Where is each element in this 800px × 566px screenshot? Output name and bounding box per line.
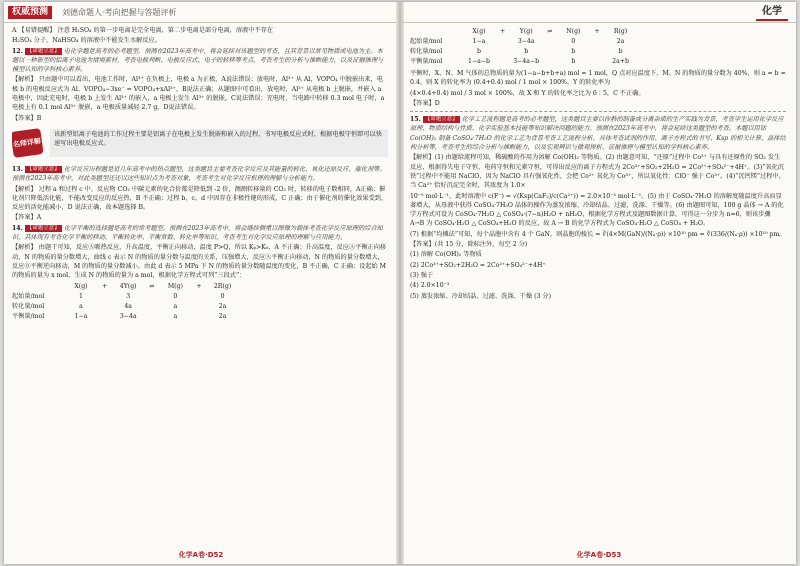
subject-label: 化学 <box>756 5 788 21</box>
equation-row: X(g) + 4Y(g) ⇌ M(g) + 2R(g) <box>74 282 232 290</box>
answer-item: (5) 蒸发浓缩、冷却结晶、过滤、洗涤、干燥 (3 分) <box>410 292 551 300</box>
page-footer: 化学A卷·D52 <box>178 551 224 559</box>
analysis-text: (7) 根据“均摊法”可知，每个晶胞中含有 4 个 GaN，则晶胞的棱长 = ∛(4×M(GaN)/(Nₐ·ρ)) ×10¹⁰ pm = ∛(336/(Nₐ·ρ)) ×10¹⁰ pm。 <box>410 230 786 238</box>
right-page <box>402 2 796 564</box>
section-tag: 【命题立意】 <box>26 47 60 54</box>
page-footer: 化学A卷·D53 <box>576 551 622 559</box>
question-intro: 化学反应历程题是近几年高考中的热点题型，这类题目主要考查化学反应及其能量的转化、氧化还原反应、催化剂等。预测在2023年高考中，对此类题型还还以这些知识点为考查对象，考查考生对化学反应机理的理解与分析能力。 <box>12 165 386 183</box>
left-page <box>4 2 398 564</box>
teacher-note <box>12 129 388 159</box>
table-row: 转化量/mol b b b b <box>410 48 623 56</box>
text-line: H₂SO₄ 分子，NaHSO₄ 的溶液中不能发生水解反应。 <box>12 37 161 45</box>
right-header <box>402 2 796 23</box>
question-number: 12. <box>12 47 23 55</box>
table-row: 平衡量/mol 1−a−b 3−4a−b b 2a+b <box>410 58 629 66</box>
question-number: 14. <box>12 224 23 232</box>
left-header <box>4 2 398 23</box>
table-row: 起始量/mol 1 3 0 0 <box>12 292 225 300</box>
answer-text: 【答案】A <box>12 214 42 222</box>
three-stage-table <box>410 27 642 67</box>
analysis-text: 【解析】 由题干可知，反应Ⓐ吸热反应，升高温度，平衡正向移动，温度 P>Q，所以 Kₚ>K₀，A 不正确；升高温度，反应Ⓐ平衡正向移动，N 的物质的量分数增大，曲线 c 表示 N 的物质的量分数与温度的关系，压强增大，反应Ⓐ平衡正向移动，N 的物质的量分数增大，反应Ⓑ平衡逆向移动，M 的物质的量分数减小，由此 d 表示 5 MPa 下 N 的物质的量分数随温度的变化，B 不正确，C 正确；设起始 M 的物质的量为 x mol，生成 N 的物质的量为 a mol，根据化学方程式可列“三段式”： <box>12 244 387 280</box>
question-intro: 电化学题是高考的必考题型。预测在2023年高考中，将会延续对该题型的考查，且其背景以常见物质或电池为主。本题以一种新型的铝离子电池为情境素材，考查电极判断、电极反应式、电子的转移等考点，考查考生的分析与推断能力，以及证据推理与模型认知的学科核心素养。 <box>12 47 384 74</box>
divider <box>410 111 786 112</box>
section-tag: 【命题立意】 <box>424 116 458 123</box>
table-row: 起始量/mol 1−a 3−4a 0 2a <box>410 38 625 46</box>
table-row: 平衡量/mol 1−a 3−4a a 2a <box>12 312 227 320</box>
answer-title: 【答案】(共 15 分，除标注外，每空 2 分) <box>410 241 528 249</box>
question-intro: 化学平衡的选择题是高考的常考题型。预测在2023年高考中，将会继续侧重以图像为载体考查化学反应原理的综合知识，其体现有考查化学平衡的移动、平衡转化率、平衡常数、转化率等知识，考查考生对化学反应原理的理解与应用能力。 <box>12 224 383 242</box>
answer-item: (4) 2.0×10⁻³ <box>410 282 450 290</box>
question-number: 15. <box>410 116 421 124</box>
section-tag: 【命题立意】 <box>26 224 60 231</box>
answer-text: 【答案】D <box>410 99 440 107</box>
text-line: A 【易错提醒】 注意 H₂SO₄ 的第一步电离是完全电离，第二步电离是部分电离，溶液中不存在 <box>12 27 273 34</box>
three-stage-table <box>12 282 244 322</box>
analysis-text: 【解析】 过程 a 和过程 c 中，反应物 CO₂ 中碳元素的化合价都是降低到 -2 价，测测转移量的 CO₂ 时，转移的电子数相同，A正确；催化剂只降低活化能，不能改变反应的反应热，B 不正确；过程 b、c、d 中因存在非极性键的形成，C 正确；由于催化剂的催化效果受到，反应的活化能减小，D 说法正确，故本题选择 B。 <box>12 185 388 212</box>
analysis-text: 【解析】 只由题中可以看出，电池工作时，Al³⁺ 在负极上，电极 a 为正极，A说法错误；放电时，Al³⁺ 从 Al、VOPO₄ 中脱嵌出来，电极 b 的电极反应式为 Al、VOPO₄−3xe⁻ = VOPO₄+xAl³⁺，B说法正确；从题图中可看出，放电时，Al³⁺ 从电极 b 上脱嵌，并嵌入 a 电极中，因此充电时，电极 b 上发生 Al³⁺ 的嵌入，a 电极上发生 Al³⁺ 的脱嵌，C说法错误；充电时，当电路中转移 0.3 mol 电子时，a 电极上有 0.1 mol Al³⁺ 脱嵌，a 电极质量减轻 2.7 g，D说法错误。 <box>12 76 385 112</box>
answer-text: 【答案】B <box>12 114 42 122</box>
left-body <box>12 26 388 544</box>
text-line: 平衡时，X、N、M 气体的总物质的量为(1−a−b+b+a) mol = 1 mol，Q 点对应温度下，M、N 的物质的量分数为 40%，则 a = b = 0.4，则 X 的转化率为 (0.4+0.4) mol / 1 mol × 100%，Y 的转化率为 <box>410 70 786 87</box>
brand-logo: 权威预测 <box>8 6 52 19</box>
equation-row: X(g) + Y(g) ⇌ N(g) + R(g) <box>472 28 628 36</box>
analysis-text: 【解析】(1) 由题给流程可知，稀硫酸的作用为溶解 Co(OH)₂ 等物质。(2) 由题意可知，“还原”过程中 Co³⁺ 与具有还原性的 SO₂ 发生反应，根据得失电子守恒、电荷守恒和元素守恒，可得出反应的离子方程式为 2Co³⁺+SO₂+2H₂O = 2Co²⁺+SO₄²⁻+4H⁺。(3)“氧化沉铁”过程中不能用 NaClO，因为 NaClO 具有强氧化性，会把 Co²⁺ 氧化为 Co³⁺，所以氧化性：ClO⁻ 强于 Co³⁺。(4)“沉钙镁”过程中，当 Ca²⁺ 恰好沉淀完全时，其浓度为 1.0× <box>410 154 785 190</box>
answer-item: (2) 2Co³⁺+SO₂+2H₂O = 2Co²⁺+SO₄²⁻+4H⁺ <box>410 261 546 269</box>
section-tag: 【命题立意】 <box>26 165 60 172</box>
right-body <box>410 26 786 544</box>
teacher-note-badge: 名师详解 <box>12 128 44 158</box>
question-14 <box>12 224 388 243</box>
question-15 <box>410 115 786 152</box>
answer-item: (1) 溶解 Co(OH)₂ 等物质 <box>410 251 482 259</box>
text-line: (4×0.4+0.4) mol / 3 mol × 100%，故 X 和 Y 的转化率之比为 6∶5，C 不正确。 <box>410 89 645 97</box>
table-row: 转化量/mol a 4a a 2a <box>12 302 227 310</box>
analysis-text: 10⁻⁵ mol·L⁻¹，此时溶液中 c(F⁻) = √(Ksp(CaF₂)/c(Ca²⁺)) = 2.0×10⁻³ mol·L⁻¹。(5) 由于 CoSO₄·7H₂O 的溶解度随温度升高而显著增大，从母液中获得 CoSO₄·7H₂O 晶体的操作为蒸发浓缩、冷却结晶、过滤、洗涤、干燥等。(6) 由题图可知，100 g 晶体 → A 的化学方程式可设为 CoSO₄·7H₂O △ CoSO₄·(7−n)H₂O + nH₂O，根据化学方程式及题图数据计算，可得这一分步为 n=6，则该步骤 A→B 为 CoSO₄·H₂O △ CoSO₄+H₂O 的反应，故 A → B 的化学方程式为 CoSO₄·H₂O △ CoSO₄ + H₂O。 <box>410 192 784 228</box>
question-13 <box>12 165 388 184</box>
book-spread <box>4 2 796 564</box>
answer-item: (3) 强于 <box>410 271 434 279</box>
question-12 <box>12 47 388 75</box>
question-number: 13. <box>12 165 23 173</box>
header-slogan: 刘德命题人·考向把握与答题评析 <box>62 8 177 17</box>
teacher-note-text: 该新型铝离子电池的工作过程主要是铝离子在电极上发生脱嵌和嵌入的过程，书写电极反应式时，根据电极守恒即可以快速写出电极反应式。 <box>50 129 388 157</box>
question-intro: 化学工艺流程题是高考的必考题型，这类题目主要以你熟的制备或分离杂质的生产实践为背景，考查学生运用化学反应原理、物质结构与性质、化学实验基本技能等知识解决问题的能力。预测在2023年高考中，将会延续这类题型的考查。本题以用钴 Co(OH)₂ 制备 CoSO₄·7H₂O 的化学工艺为背景考查工艺流程分析、具体考查试剂的作用、离子方程式的书写、Ksp 的相关计算、晶体结构分析等，考查考生的综合分析与推断能力，以及宏观辨识与微观探析、证据推理与模型认知的学科核心素养。 <box>410 116 786 152</box>
